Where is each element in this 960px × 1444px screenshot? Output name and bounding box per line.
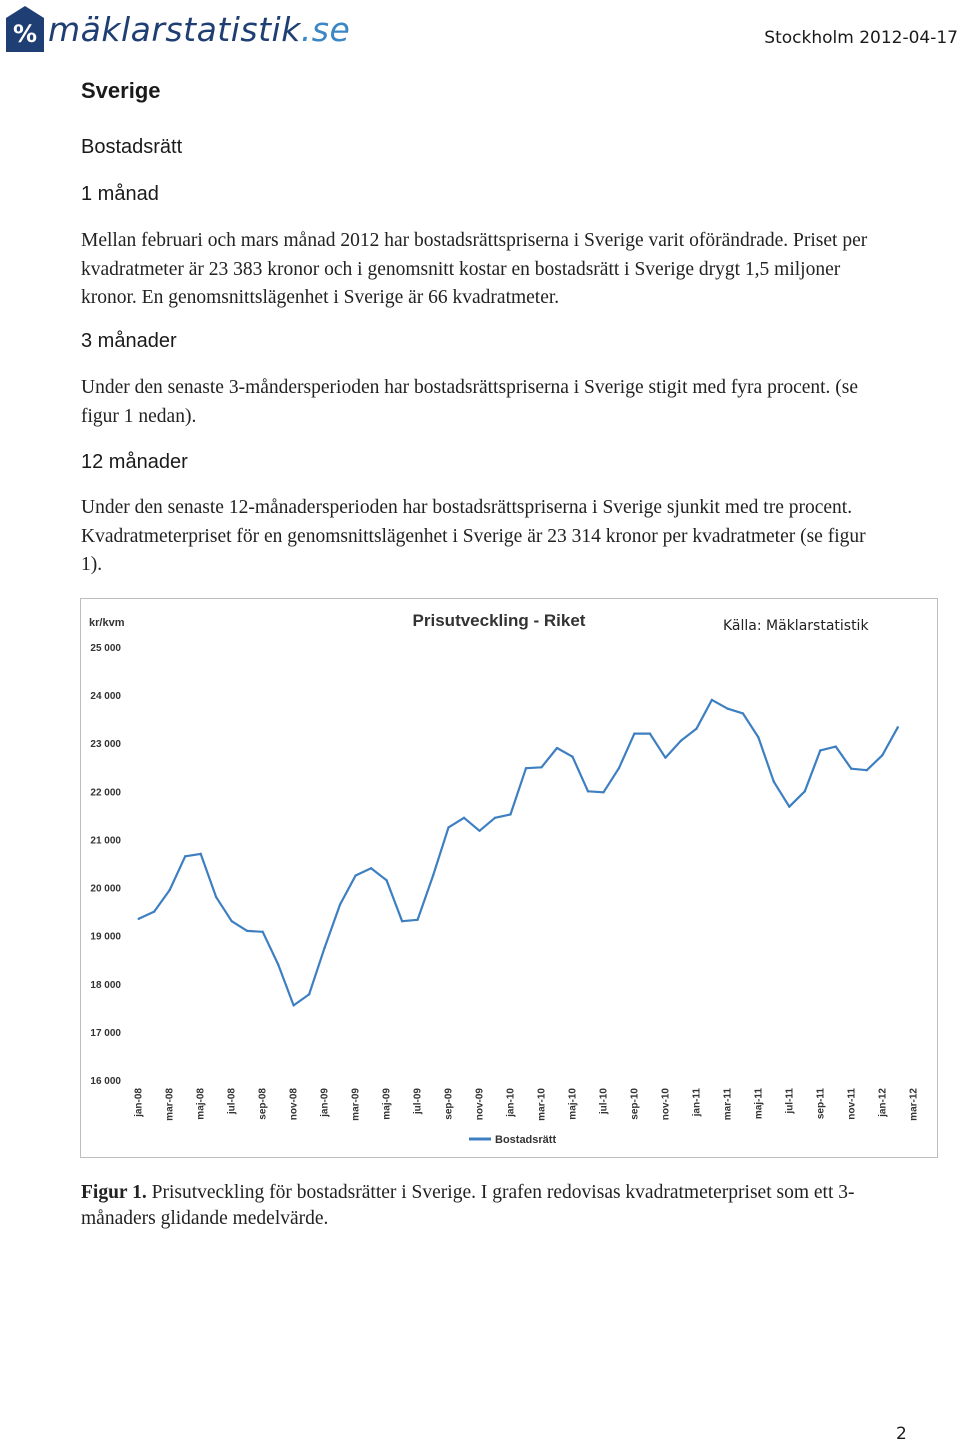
- x-tick-label: jan-09: [319, 1088, 331, 1117]
- x-tick-label: jul-08: [226, 1088, 238, 1115]
- y-tick-label: 16 000: [90, 1076, 121, 1087]
- price-chart-svg: [81, 599, 937, 1157]
- chart-source-note: Källa: Mäklarstatistik: [723, 618, 869, 634]
- data-point: [230, 920, 232, 922]
- data-point: [556, 747, 558, 749]
- x-tick-label: mar-10: [536, 1088, 548, 1121]
- paragraph-12-months: Under den senaste 12-månadersperioden har bostadsrättspriserna i Sverige sjunkit med tre procent. Kvadratmeterpriset för en genomsnittslägenhet i Sverige är 23 314 kronor per kvadratmeter (se figur 1).: [81, 497, 866, 575]
- data-point: [602, 791, 604, 793]
- data-point: [711, 699, 713, 701]
- x-tick-label: nov-11: [846, 1088, 858, 1120]
- data-point: [633, 732, 635, 734]
- data-point: [742, 712, 744, 714]
- y-tick-label: 20 000: [90, 883, 121, 895]
- data-point: [354, 874, 356, 876]
- chart-title: Prisutveckling - Riket: [412, 611, 586, 630]
- x-tick-label: jul-09: [412, 1088, 424, 1115]
- chart-legend: [469, 1134, 556, 1146]
- logo: [6, 4, 350, 54]
- data-point: [292, 1004, 294, 1006]
- page-number: 2: [896, 1424, 907, 1444]
- y-tick-label: 19 000: [90, 931, 121, 943]
- x-tick-label: sep-10: [629, 1088, 641, 1120]
- x-tick-label: jan-10: [505, 1088, 517, 1117]
- location-date: Stockholm 2012-04-17: [764, 28, 958, 48]
- data-point: [540, 766, 542, 768]
- x-tick-label: sep-08: [257, 1088, 269, 1120]
- data-point: [215, 896, 217, 898]
- data-point: [246, 930, 248, 932]
- x-tick-label: jul-10: [598, 1088, 610, 1115]
- data-point: [804, 790, 806, 792]
- series-points: [138, 699, 899, 1007]
- data-point: [680, 740, 682, 742]
- x-tick-label: maj-10: [567, 1088, 579, 1120]
- x-tick-label: jul-11: [784, 1088, 796, 1114]
- data-point: [184, 855, 186, 857]
- y-axis-ticks: [90, 643, 121, 1087]
- data-point: [726, 707, 728, 709]
- percent-badge-icon: [6, 6, 44, 52]
- data-point: [881, 754, 883, 756]
- data-point: [757, 736, 759, 738]
- data-point: [447, 826, 449, 828]
- series-line-bostadsratt: [139, 700, 898, 1006]
- x-tick-label: jan-12: [877, 1088, 889, 1117]
- page-title: Sverige: [81, 78, 161, 103]
- x-tick-label: mar-09: [350, 1088, 362, 1121]
- x-tick-label: jan-11: [691, 1088, 703, 1117]
- data-point: [370, 867, 372, 869]
- figure-caption-text: Prisutveckling för bostadsrätter i Sverige. I grafen redovisas kvadratmeterpriset som ett 3-månaders glidande medelvärde.: [81, 1182, 855, 1229]
- x-tick-label: nov-10: [660, 1088, 672, 1121]
- page-header: [0, 0, 960, 60]
- section-heading: Bostadsrätt: [81, 136, 183, 158]
- data-point: [587, 790, 589, 792]
- data-point: [138, 918, 140, 920]
- data-point: [819, 749, 821, 751]
- x-tick-label: sep-11: [815, 1088, 827, 1120]
- x-tick-label: mar-12: [908, 1088, 920, 1121]
- data-point: [200, 853, 202, 855]
- x-tick-label: nov-08: [288, 1088, 300, 1121]
- data-point: [695, 728, 697, 730]
- data-point: [308, 993, 310, 995]
- y-tick-label: 24 000: [90, 691, 121, 703]
- legend-label: Bostadsrätt: [495, 1134, 557, 1146]
- x-tick-label: mar-08: [164, 1088, 176, 1121]
- data-point: [509, 813, 511, 815]
- x-tick-label: nov-09: [474, 1088, 486, 1121]
- data-point: [385, 879, 387, 881]
- data-point: [494, 817, 496, 819]
- data-point: [866, 769, 868, 771]
- x-tick-label: jan-08: [133, 1088, 145, 1117]
- figure-caption: [81, 1180, 881, 1232]
- y-tick-label: 18 000: [90, 979, 121, 991]
- x-axis-ticks: [134, 1088, 920, 1121]
- data-point: [432, 874, 434, 876]
- y-tick-label: 22 000: [90, 787, 121, 799]
- data-point: [153, 910, 155, 912]
- price-chart: [80, 598, 938, 1158]
- x-tick-label: sep-09: [443, 1088, 455, 1120]
- logo-wordmark: [48, 10, 350, 49]
- logo-badge-text: %: [12, 20, 38, 48]
- data-point: [339, 903, 341, 905]
- data-point: [897, 726, 899, 728]
- data-point: [649, 732, 651, 734]
- data-point: [478, 830, 480, 832]
- y-tick-label: 21 000: [90, 835, 121, 847]
- y-tick-label: 17 000: [90, 1027, 121, 1039]
- x-tick-label: maj-11: [753, 1088, 765, 1120]
- paragraph-3-months: Under den senaste 3-måndersperioden har bostadsrättspriserna i Sverige stigit med fyra procent. (se figur 1 nedan).: [81, 377, 859, 427]
- data-point: [463, 817, 465, 819]
- paragraph-1-month: Mellan februari och mars månad 2012 har bostadsrättspriserna i Sverige varit oförändrade. Priset per kvadratmeter är 23 383 kronor och i genomsnitt kostar en bostadsrätt i Sverige drygt 1,5 miljoner kronor. En genomsnittslägenhet i Sverige är 66 kvadratmeter.: [81, 230, 868, 308]
- y-tick-label: 23 000: [90, 739, 121, 751]
- data-point: [277, 963, 279, 965]
- data-point: [850, 768, 852, 770]
- data-point: [416, 919, 418, 921]
- heading-12-months: 12 månader: [81, 451, 188, 473]
- data-point: [401, 920, 403, 922]
- data-point: [261, 931, 263, 933]
- data-point: [773, 781, 775, 783]
- y-axis-label: kr/kvm: [89, 617, 125, 629]
- data-point: [525, 767, 527, 769]
- x-tick-label: mar-11: [722, 1088, 734, 1121]
- data-point: [664, 756, 666, 758]
- data-point: [835, 745, 837, 747]
- y-tick-label: 25 000: [90, 643, 121, 654]
- data-point: [788, 806, 790, 808]
- data-point: [571, 755, 573, 757]
- data-point: [169, 889, 171, 891]
- data-point: [323, 946, 325, 948]
- data-point: [618, 767, 620, 769]
- x-tick-label: maj-08: [195, 1088, 207, 1120]
- heading-3-months: 3 månader: [81, 330, 177, 352]
- logo-tld: .se: [300, 9, 351, 49]
- x-tick-label: maj-09: [381, 1088, 393, 1120]
- logo-name: mäklarstatistik: [48, 9, 301, 49]
- heading-1-month: 1 månad: [81, 183, 159, 205]
- figure-label: Figur 1.: [81, 1182, 147, 1203]
